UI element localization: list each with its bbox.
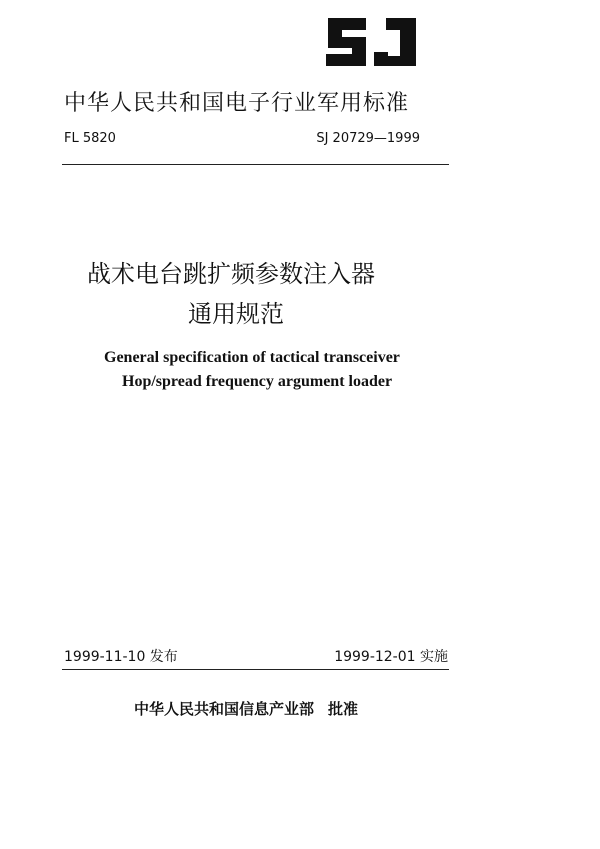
document-title-en-line1: General specification of tactical transceiver [104, 349, 400, 366]
logo-letter-s [326, 18, 366, 66]
document-title-cn-line2: 通用规范 [188, 300, 284, 328]
effective-date: 1999-12-01 实施 [334, 649, 448, 665]
footer-divider [62, 669, 449, 670]
issue-date: 1999-11-10 发布 [64, 649, 178, 665]
standard-number: SJ 20729—1999 [316, 131, 420, 146]
sj-logo [322, 14, 418, 70]
approval-line [134, 698, 358, 719]
document-title-en-line2: Hop/spread frequency argument loader [122, 373, 393, 390]
logo-letter-j [374, 18, 416, 66]
header-divider [62, 164, 449, 165]
org-standard-title: 中华人民共和国电子行业军用标准 [64, 91, 410, 116]
approval-word: 批准 [328, 700, 359, 718]
classification-code: FL 5820 [64, 131, 116, 146]
document-title-cn-line1: 战术电台跳扩频参数注入器 [87, 260, 375, 288]
approval-body: 中华人民共和国信息产业部 [134, 700, 315, 718]
sj-logo-mark [322, 14, 418, 70]
